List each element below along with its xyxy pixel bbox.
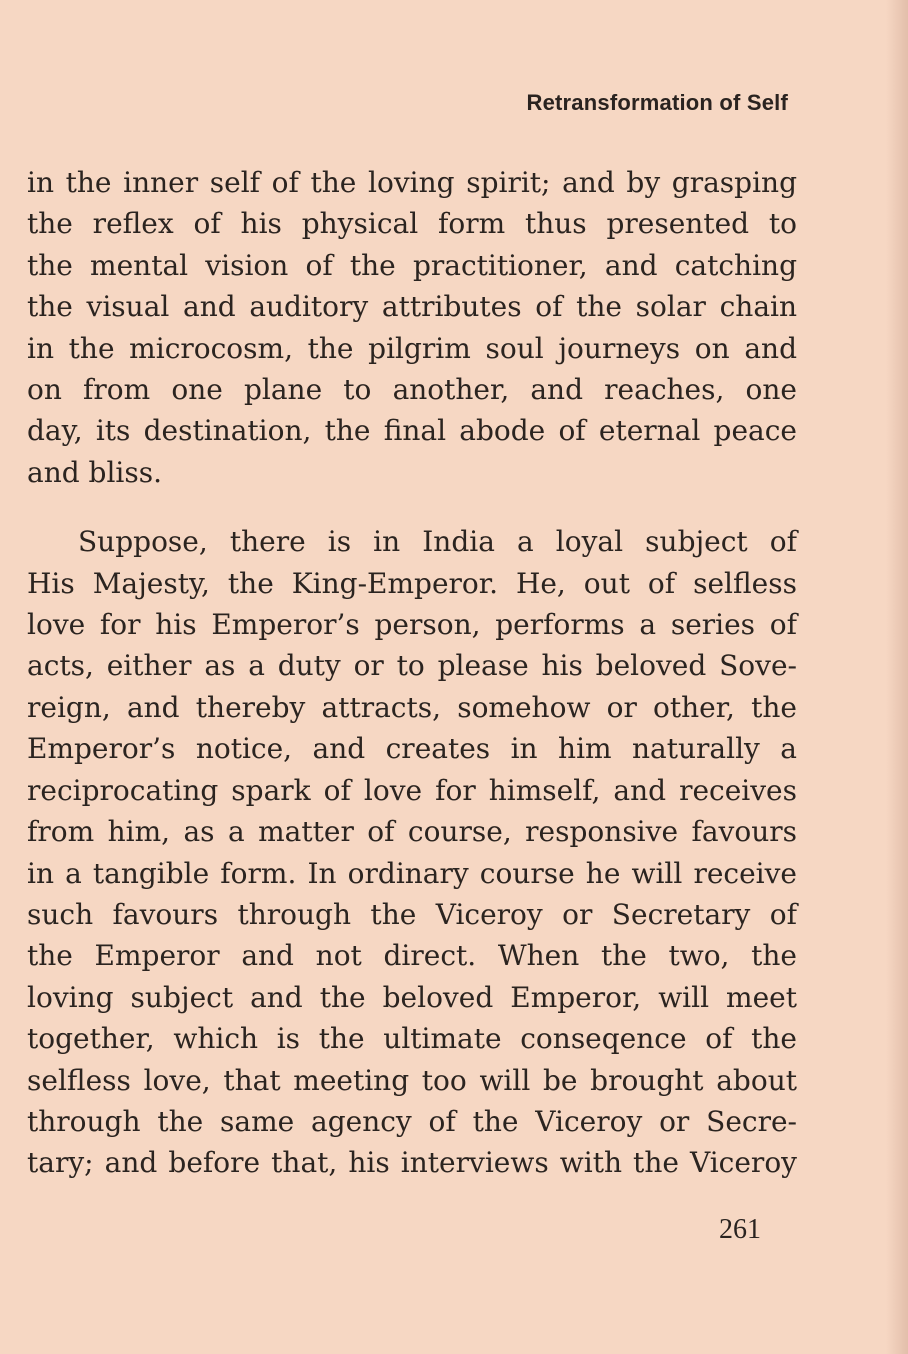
text-line: on from one plane to another, and reaches, one <box>27 373 797 407</box>
text-line: reign, and thereby attracts, somehow or other, the <box>27 690 797 724</box>
text-line: the reflex of his physical form thus presented to <box>27 207 797 241</box>
text-line: reciprocating spark of love for himself, and receives <box>27 773 797 807</box>
paragraph-gap <box>27 493 797 521</box>
text-line: in a tangible form. In ordinary course he will receive <box>27 856 797 890</box>
paragraph-2 <box>27 521 797 1184</box>
text-line: His Majesty, the King-Emperor. He, out of selfless <box>27 566 797 600</box>
text-line: the mental vision of the practitioner, and catching <box>27 248 797 282</box>
text-line: loving subject and the beloved Emperor, will meet <box>27 980 797 1014</box>
paragraph-1 <box>27 162 797 493</box>
text-line: and bliss. <box>27 455 163 489</box>
text-line: the Emperor and not direct. When the two, the <box>27 939 797 973</box>
text-line: love for his Emperor’s person, performs a series of <box>27 608 797 642</box>
text-line: selfless love, that meeting too will be brought about <box>27 1063 797 1097</box>
text-line: Suppose, there is in India a loyal subject of <box>78 525 797 559</box>
text-line: together, which is the ultimate conseqence of the <box>27 1022 797 1056</box>
text-line: such favours through the Viceroy or Secretary of <box>27 897 797 931</box>
text-line: acts, either as a duty or to please his beloved Sove- <box>27 649 797 683</box>
text-line: through the same agency of the Viceroy or Secre- <box>27 1104 797 1138</box>
text-line: Emperor’s notice, and creates in him naturally a <box>27 732 797 766</box>
page-edge-shadow <box>886 0 908 1354</box>
text-line: from him, as a matter of course, responsive favours <box>27 815 797 849</box>
running-head: Retransformation of Self <box>526 90 788 115</box>
text-line: in the microcosm, the pilgrim soul journeys on and <box>27 331 797 365</box>
text-line: tary; and before that, his interviews with the Viceroy <box>27 1146 797 1180</box>
text-line: in the inner self of the loving spirit; and by grasping <box>27 166 797 199</box>
page-number: 261 <box>719 1214 761 1245</box>
text-line: day, its destination, the final abode of eternal peace <box>27 414 797 448</box>
text-line: the visual and auditory attributes of the solar chain <box>27 290 797 324</box>
body-text <box>27 162 797 1184</box>
